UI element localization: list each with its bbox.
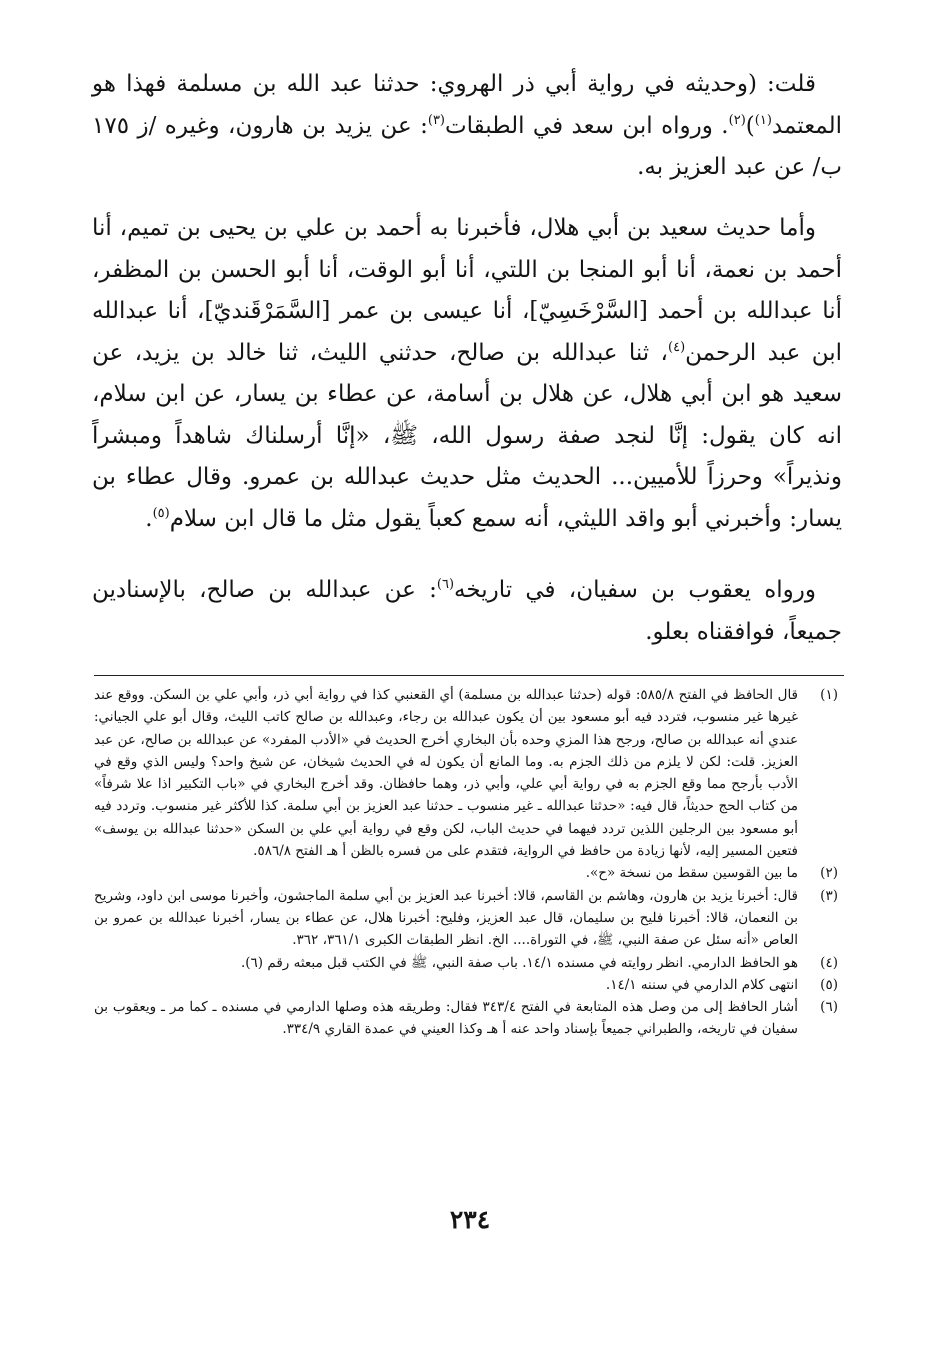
footnote-item	[94, 952, 846, 974]
footnote-number: (٦)	[820, 999, 838, 1016]
paragraph-content	[92, 64, 842, 189]
body-paragraph-2	[92, 208, 842, 540]
footnote-text: قال الحافظ في الفتح ٥٨٥/٨: قوله (حدثنا عبدالله بن مسلمة) أي القعنبي كذا في رواية أبي ذر، وأبي علي بن السكن. ووقع عند غيرها غير منسوب، فتردد فيه أبو مسعود بين أن يكون عبدالله بن رجاء، وعبدالله بن صالح كاتب الليث، وقال أبو علي الجياني: عندي أنه عبدالله بن صالح، ورجح هذا المزي وحده بأن البخاري أخرج الحديث في «الأدب المفرد» عن عبدالله بن صالح، عن عبد العزيز. قلت: لكن لا يلزم من ذلك الجزم به. وما المانع أن يكون له في الحديث شيخان، عن شيخ واحد؟ وليس الذي وقع في الأدب بأرجح مما وقع الجزم به في رواية أبي علي، وأبي ذر، وهما حافظان. وقد أخرج البخاري في «باب التكبير اذا علا شرفاً» من كتاب الحج حديثاً، قال فيه: «حدثنا عبدالله ـ غير منسوب ـ حدثنا عبد العزيز بن أبي سلمة. كذا للأكثر غير منسوب. وتردد فيه أبو مسعود بين الرجلين اللذين تردد فيهما في حديث الباب، لكن وقع في رواية أبي علي بن السكن «حدثنا عبدالله بن يوسف» فتعين المسير إليه، لأنها زيادة من حافظ في الرواية، فتقدم على من فسره بالظن أ هـ الفتح ٥٨٦/٨.	[94, 687, 799, 860]
footnote-ref-2: (٢)	[728, 112, 746, 128]
footnote-text: انتهى كلام الدارمي في سننه ١٤/١.	[605, 976, 798, 993]
text-segment: قلت: (وحديثه في رواية أبي ذر الهروي: حدثنا عبد الله بن مسلمة فهذا هو المعتمد	[92, 71, 842, 139]
footnote-number: (٥)	[820, 976, 838, 993]
footnote-ref-6: (٦)	[436, 577, 455, 592]
footnote-item	[94, 684, 846, 862]
text-segment: وأما حديث سعيد بن أبي هلال، فأخبرنا به أحمد بن علي بن يحيى بن تميم، أنا أحمد بن نعمة، أنا أبو المنجا بن اللتي، أنا أبو الوقت، أنا أبو الحسن بن المظفر، أنا عبدالله بن أحمد [السَّرْخَسِيّ]، أنا عيسى بن عمر [السَّمَرْقَنديّ]، أنا عبدالله ابن عبد الرحمن	[92, 215, 842, 366]
text-segment: . ورواه ابن سعد في الطبقات	[445, 112, 729, 139]
footnote-item	[94, 974, 846, 996]
text-segment: ورواه يعقوب بن سفيان، في تاريخه	[454, 577, 816, 603]
footnotes-section	[94, 684, 846, 1041]
text-segment: .	[145, 505, 153, 532]
paragraph-content	[92, 570, 842, 653]
footnote-item	[94, 996, 846, 1041]
paragraph-content	[92, 208, 842, 540]
footnote-item	[94, 885, 846, 952]
footnote-item	[94, 862, 846, 884]
text-segment: ، ثنا عبدالله بن صالح، حدثني الليث، ثنا خالد بن يزيد، عن سعيد هو ابن أبي هلال، عن هلال بن أسامة، عن عطاء بن يسار، عن ابن سلام، انه كان يقول: إنَّا لنجد صفة رسول الله، ﷺ، «إنَّا أرسلناك شاهداً ومبشراً ونذيراً» وحرزاً للأميين... الحديث مثل حديث عبدالله بن عمرو. وقال عطاء بن يسار: وأخبرني أبو واقد الليثي، أنه سمع كعباً يقول مثل ما قال ابن سلام	[92, 339, 842, 532]
footnote-ref-5: (٥)	[152, 505, 170, 521]
footnote-ref-1: (١)	[754, 112, 772, 128]
footnote-number: (٢)	[820, 865, 838, 882]
footnote-text: ما بين القوسين سقط من نسخة «ح».	[585, 865, 798, 882]
text-segment: : عن عبدالله بن صالح، بالإسنادين جميعاً، فوافقناه بعلو.	[92, 577, 842, 645]
footnote-ref-4: (٤)	[668, 339, 686, 355]
footnote-number: (٤)	[820, 954, 838, 971]
body-paragraph-3	[92, 570, 842, 653]
footnote-number: (١)	[820, 687, 838, 703]
text-segment: )	[745, 112, 755, 139]
footnote-text: هو الحافظ الدارمي. انظر روايته في مسنده ١٤/١. باب صفة النبي، ﷺ في الكتب قبل مبعثه رقم (٦).	[240, 954, 798, 971]
footnote-number: (٣)	[820, 887, 838, 904]
page-number: ٢٣٤	[449, 1205, 491, 1234]
footnote-text: قال: أخبرنا يزيد بن هارون، وهاشم بن القاسم، قالا: أخبرنا عبد العزيز بن أبي سلمة الماجشون، وأخبرنا موسى ابن داود، وشريح بن النعمان، قالا: أخبرنا فليح بن سليمان، قال عبد العزيز، وفليح: أخبرنا هلال، عن عطاء بن يسار، أخبرنا عبدالله بن عمرو بن العاص «أنه سئل عن صفة النبي، ﷺ، في التوراة.... الخ. انظر الطبقات الكبرى ٣٦١/١، ٣٦٢.	[94, 887, 798, 949]
footnote-divider	[94, 675, 844, 676]
footnote-ref-3: (٣)	[427, 112, 445, 128]
footnote-text: أشار الحافظ إلى من وصل هذه المتابعة في الفتح ٣٤٣/٤ فقال: وطريقه هذه وصلها الدارمي في مسنده ـ كما مر ـ ويعقوب بن سفيان في تاريخه، والطبراني جميعاً بإسناد واحد عنه أ هـ وكذا العيني في عمدة القاري ٣٣٤/٩.	[94, 999, 798, 1038]
body-paragraph-1	[92, 64, 842, 189]
text-segment: : عن يزيد بن هارون، وغيره /ز ١٧٥ ب/ عن عبد العزيز به.	[92, 112, 842, 180]
